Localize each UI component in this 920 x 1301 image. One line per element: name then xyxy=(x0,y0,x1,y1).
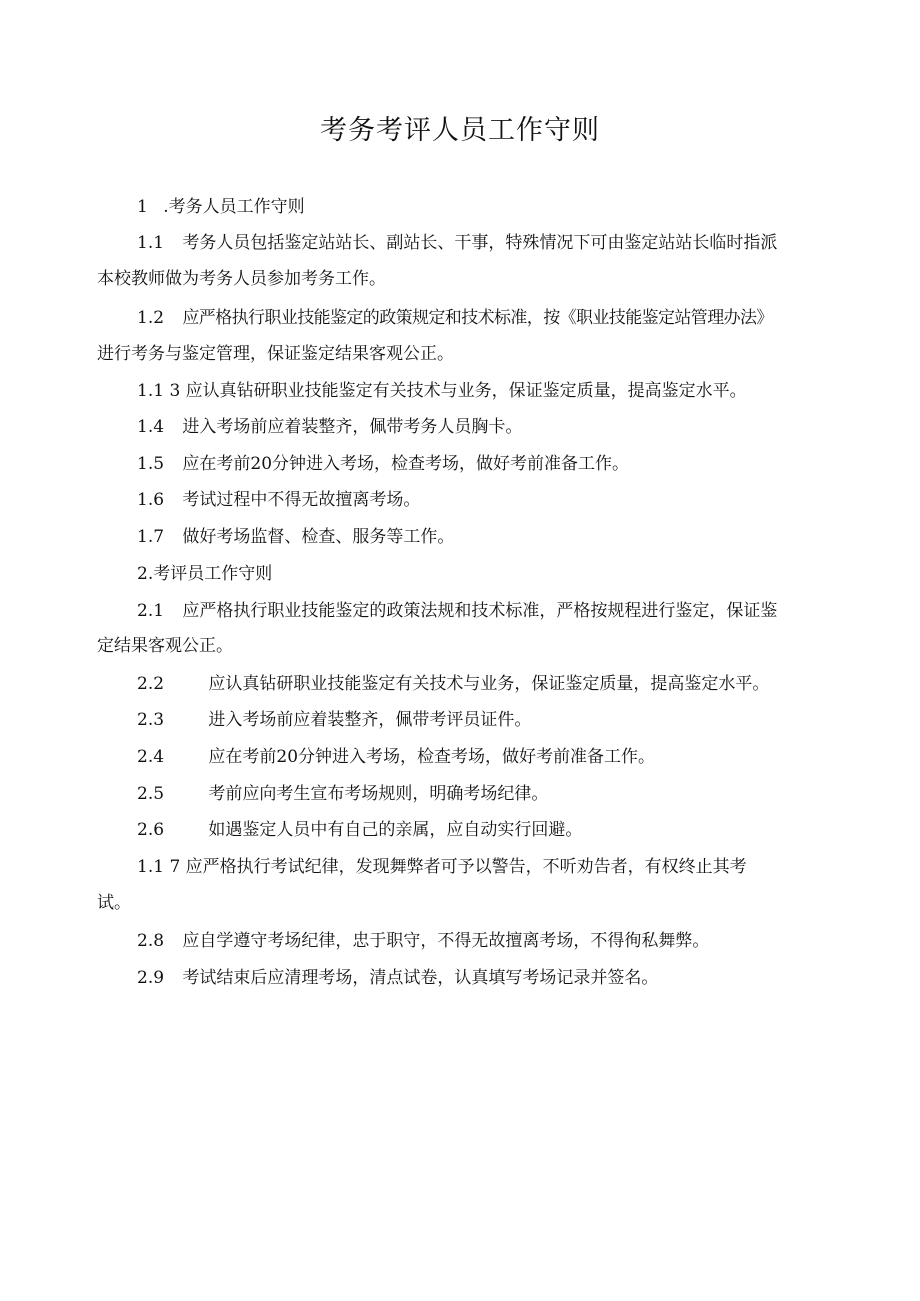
paragraph-line xyxy=(137,709,531,731)
clause-text: 应自学遵守考场纪律，忠于职守，不得无故擅离考场，不得徇私舞弊。 xyxy=(182,931,710,951)
paragraph-continuation: 试。 xyxy=(97,893,131,913)
clause-number: 2.4 xyxy=(137,747,165,767)
paragraph-line xyxy=(137,453,629,475)
paragraph-line xyxy=(137,930,709,952)
clause-text: 应在考前20分钟进入考场，检查考场，做好考前准备工作。 xyxy=(182,454,630,474)
clause-number: 2.3 xyxy=(137,710,165,730)
clause-number: 2.5 xyxy=(137,784,165,804)
clause-text: 应在考前20分钟进入考场，检查考场，做好考前准备工作。 xyxy=(208,747,656,767)
paragraph-line xyxy=(137,673,769,695)
clause-number: 1.6 xyxy=(137,490,165,510)
paragraph-line xyxy=(137,232,777,254)
paragraph-line xyxy=(137,380,747,402)
paragraph-line xyxy=(137,856,747,878)
paragraph-continuation: 进行考务与鉴定管理，保证鉴定结果客观公正。 xyxy=(97,344,454,364)
clause-text: 考试结束后应清理考场，清点试卷，认真填写考场记录并签名。 xyxy=(182,968,659,988)
clause-number: 2.1 xyxy=(137,601,165,621)
clause-text: 进入考场前应着装整齐，佩带考评员证件。 xyxy=(208,710,532,730)
clause-number: 2.6 xyxy=(137,820,165,840)
paragraph-line xyxy=(137,746,655,768)
clause-number: 1.1 7 xyxy=(137,857,181,877)
clause-text: 应严格执行考试纪律，发现舞弊者可予以警告，不听劝告者，有权终止其考 xyxy=(185,857,747,877)
clause-number: 2.2 xyxy=(137,674,165,694)
paragraph-line xyxy=(137,526,454,548)
document-title: 考务考评人员工作守则 xyxy=(320,115,600,146)
paragraph-continuation: 定结果客观公正。 xyxy=(97,636,233,656)
section-heading: 2.考评员工作守则 xyxy=(137,564,273,584)
clause-number: 1.7 xyxy=(137,527,165,547)
paragraph-line xyxy=(137,967,658,989)
clause-text: 应认真钻研职业技能鉴定有关技术与业务，保证鉴定质量，提高鉴定水平。 xyxy=(208,674,770,694)
clause-text: 考务人员包括鉴定站站长、副站长、干事，特殊情况下可由鉴定站站长临时指派 xyxy=(182,233,778,253)
clause-number: 2.9 xyxy=(137,968,165,988)
clause-number: 1.1 3 xyxy=(137,381,181,401)
clause-text: 做好考场监督、检查、服务等工作。 xyxy=(182,527,455,547)
paragraph-line xyxy=(137,819,582,841)
paragraph-continuation: 本校教师做为考务人员参加考务工作。 xyxy=(97,269,386,289)
clause-number: 1.2 xyxy=(137,308,165,328)
clause-text: 应认真钻研职业技能鉴定有关技术与业务，保证鉴定质量，提高鉴定水平。 xyxy=(185,381,747,401)
section-title: .考务人员工作守则 xyxy=(163,197,305,217)
clause-number: 2.8 xyxy=(137,931,165,951)
clause-text: 考前应向考生宣布考场规则，明确考场纪律。 xyxy=(208,784,549,804)
clause-number: 1.5 xyxy=(137,454,165,474)
paragraph-line xyxy=(137,489,420,511)
clause-text: 如遇鉴定人员中有自己的亲属，应自动实行回避。 xyxy=(208,820,583,840)
clause-text: 进入考场前应着装整齐，佩带考务人员胸卡。 xyxy=(182,417,523,437)
paragraph-line xyxy=(137,416,522,438)
paragraph-line xyxy=(137,783,548,805)
clause-text: 应严格执行职业技能鉴定的政策法规和技术标准，严格按规程进行鉴定，保证鉴 xyxy=(182,601,778,621)
section-number: 1 xyxy=(137,197,148,217)
paragraph-line xyxy=(137,600,777,622)
clause-number: 1.4 xyxy=(137,417,165,437)
paragraph-line xyxy=(137,307,773,329)
section-heading xyxy=(137,196,305,218)
clause-number: 1.1 xyxy=(137,233,165,253)
clause-text: 应严格执行职业技能鉴定的政策规定和技术标准，按《职业技能鉴定站管理办法》 xyxy=(182,308,773,328)
clause-text: 考试过程中不得无故擅离考场。 xyxy=(182,490,421,510)
